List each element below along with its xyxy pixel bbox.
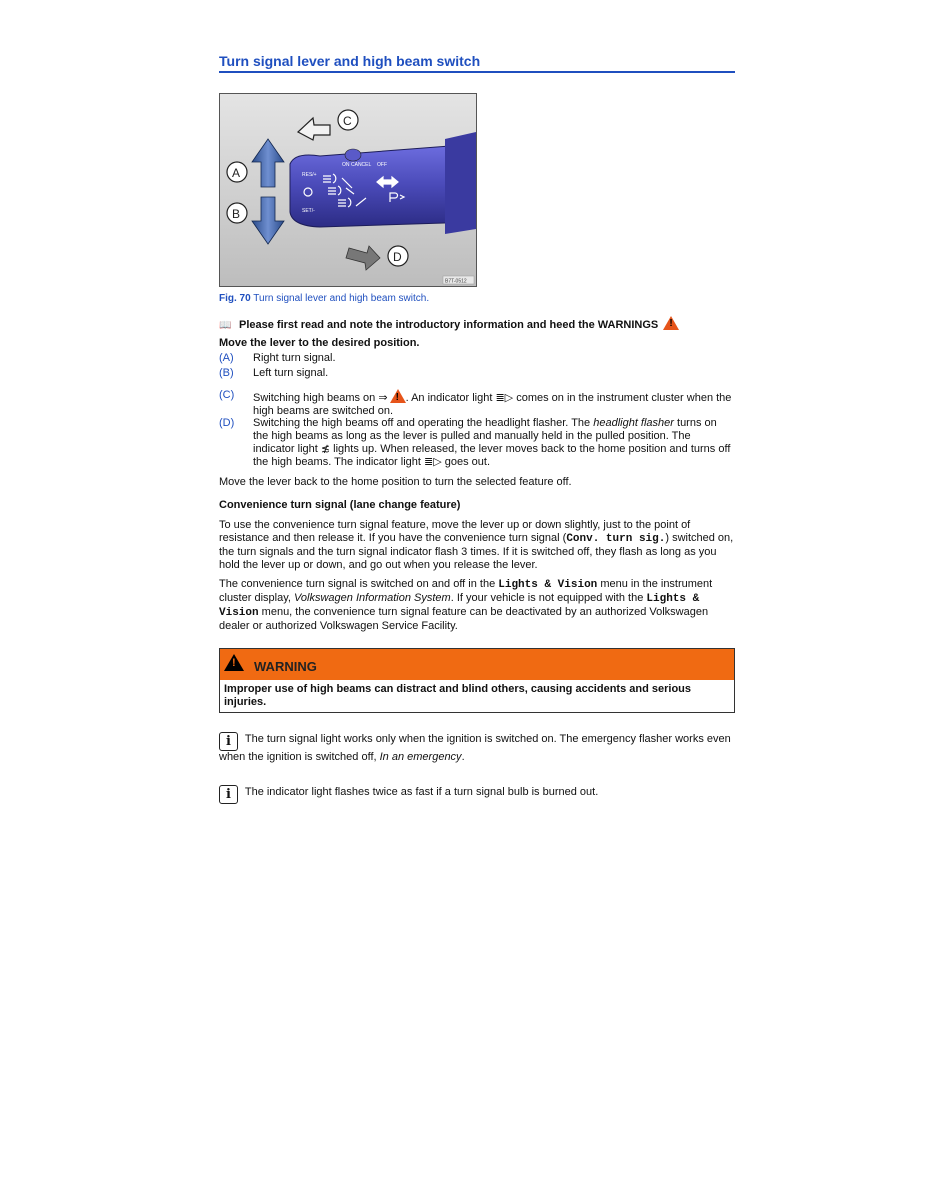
callout-c: C: [343, 114, 352, 128]
info-note-2: i The indicator light flashes twice as fast if a turn signal bulb is burned out.: [219, 785, 735, 804]
warning-triangle-icon[interactable]: !: [390, 389, 406, 403]
move-heading: Move the lever to the desired position.: [219, 337, 420, 349]
figure-code: B7T-0512: [445, 278, 467, 285]
info-icon: i: [219, 732, 238, 751]
item-tag: (D): [219, 417, 235, 429]
lever-label-off: OFF: [377, 162, 387, 168]
item-text: Switching high beams on ⇒ ! . An indicator light ≣▷ comes on in the instrument cluster when the high beams are switched on.: [253, 389, 735, 418]
item-text: Switching the high beams off and operating the headlight flasher. The headlight flasher turns on the high beams as long as the lever is pulled and manually held in the pulled position. The indicator light ≴ lights up. When released, the lever moves back to the home position and turns off the high beams. The indicator light ≣▷ goes out.: [253, 417, 731, 468]
item-tag: (B): [219, 367, 234, 379]
convenience-paragraph-1: To use the convenience turn signal feature, move the lever up or down slightly, just to the point of resistance and then release it. If you have the convenience turn signal (Conv. turn sig.) switched on, the turn signals and the turn signal indicator flash 3 times. If it is switched off, they flash as long as you hold the lever up or down, and go out when you release the lever.: [219, 519, 734, 571]
item-text: Right turn signal.: [253, 352, 336, 364]
intro-text: Please first read and note the introductory information and heed the WARNINGS: [239, 319, 659, 331]
figure-caption-text: Turn signal lever and high beam switch.: [250, 293, 430, 304]
page-title: Turn signal lever and high beam switch: [219, 53, 735, 73]
convenience-heading: Convenience turn signal (lane change feature): [219, 499, 461, 511]
item-text: Left turn signal.: [253, 367, 329, 379]
callout-b: B: [232, 207, 241, 221]
warning-icon: !: [224, 654, 244, 671]
info-note-1: i The turn signal light works only when the ignition is switched on. The emergency flasher works even when the ignition is switched off, In an emergency.: [219, 733, 731, 763]
item-tag: (C): [219, 389, 235, 401]
item-tag: (A): [219, 352, 234, 364]
figure-number: Fig. 70: [219, 293, 251, 304]
intro-note: [219, 316, 735, 331]
move-back-text: Move the lever back to the home position to turn the selected feature off.: [219, 476, 572, 488]
lever-label-cancel: CANCEL: [351, 162, 372, 168]
warning-box: [219, 648, 735, 713]
warning-header: [220, 649, 734, 680]
warning-body: Improper use of high beams can distract and blind others, causing accidents and serious injuries.: [224, 683, 691, 708]
lever-figure: [219, 93, 477, 287]
lever-label-res: RES/+: [302, 172, 317, 178]
lever-label-on: ON: [342, 162, 350, 168]
figure-caption: [219, 293, 429, 304]
lever-label-set: SET/-: [302, 208, 315, 214]
callout-a: A: [232, 166, 241, 180]
convenience-paragraph-2: The convenience turn signal is switched on and off in the Lights & Vision menu in the instrument cluster display, Volkswagen Information System. If your vehicle is not equipped with the Lights & Vision menu, the convenience turn signal feature can be deactivated by an authorized Volkswagen dealer or authorized Volkswagen Service Facility.: [219, 578, 713, 632]
book-icon: 📖: [219, 320, 232, 331]
warning-triangle-icon[interactable]: !: [663, 316, 679, 330]
callout-d: D: [393, 250, 402, 264]
warning-label: WARNING: [254, 659, 317, 674]
info-icon: i: [219, 785, 238, 804]
